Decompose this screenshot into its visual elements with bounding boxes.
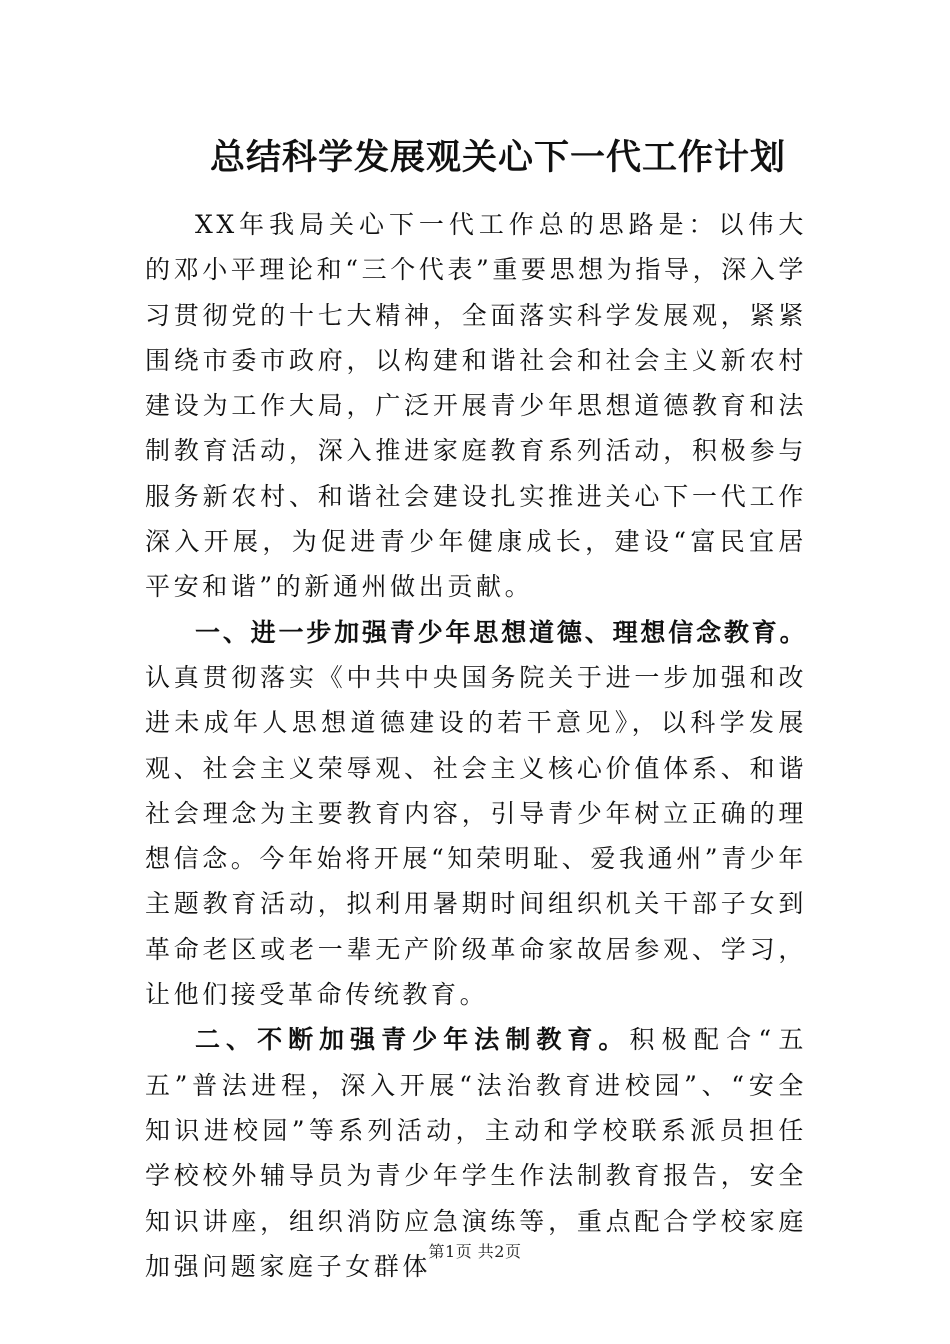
section-heading: 一、进一步加强青少年思想道德、理想信念教育。 (195, 617, 807, 647)
document-body (145, 202, 807, 1289)
paragraph-intro (145, 202, 807, 610)
paragraph-text: 积极配合“五五”普法进程，深入开展“法治教育进校园”、“安全知识进校园”等系列活动，主动和学校联系派员担任学校校外辅导员为青少年学生作法制教育报告，安全知识讲座，组织消防应急演练等，重点配合学校家庭加强问题家庭子女群体 (145, 1025, 807, 1281)
page-number-footer: 第1页 共2页 (428, 1242, 522, 1261)
section-heading: 二、不断加强青少年法制教育。 (195, 1025, 630, 1055)
paragraph-section-1 (145, 610, 807, 1018)
document-title: 总结科学发展观关心下一代工作计划 (209, 138, 786, 178)
paragraph-text: XX年我局关心下一代工作总的思路是：以伟大的邓小平理论和“三个代表”重要思想为指导，深入学习贯彻党的十七大精神，全面落实科学发展观，紧紧围绕市委市政府，以构建和谐社会和社会主义新农村建设为工作大局，广泛开展青少年思想道德教育和法制教育活动，深入推进家庭教育系列活动，积极参与服务新农村、和谐社会建设扎实推进关心下一代工作深入开展，为促进青少年健康成长，建设“富民宜居平安和谐”的新通州做出贡献。 (145, 210, 807, 602)
paragraph-text: 认真贯彻落实《中共中央国务院关于进一步加强和改进未成年人思想道德建设的若干意见》，以科学发展观、社会主义荣辱观、社会主义核心价值体系、和谐社会理念为主要教育内容，引导青少年树立正确的理想信念。今年始将开展“知荣明耻、爱我通州”青少年主题教育活动，拟利用暑期时间组织机关干部子女到革命老区或老一辈无产阶级革命家故居参观、学习，让他们接受革命传统教育。 (145, 662, 807, 1010)
